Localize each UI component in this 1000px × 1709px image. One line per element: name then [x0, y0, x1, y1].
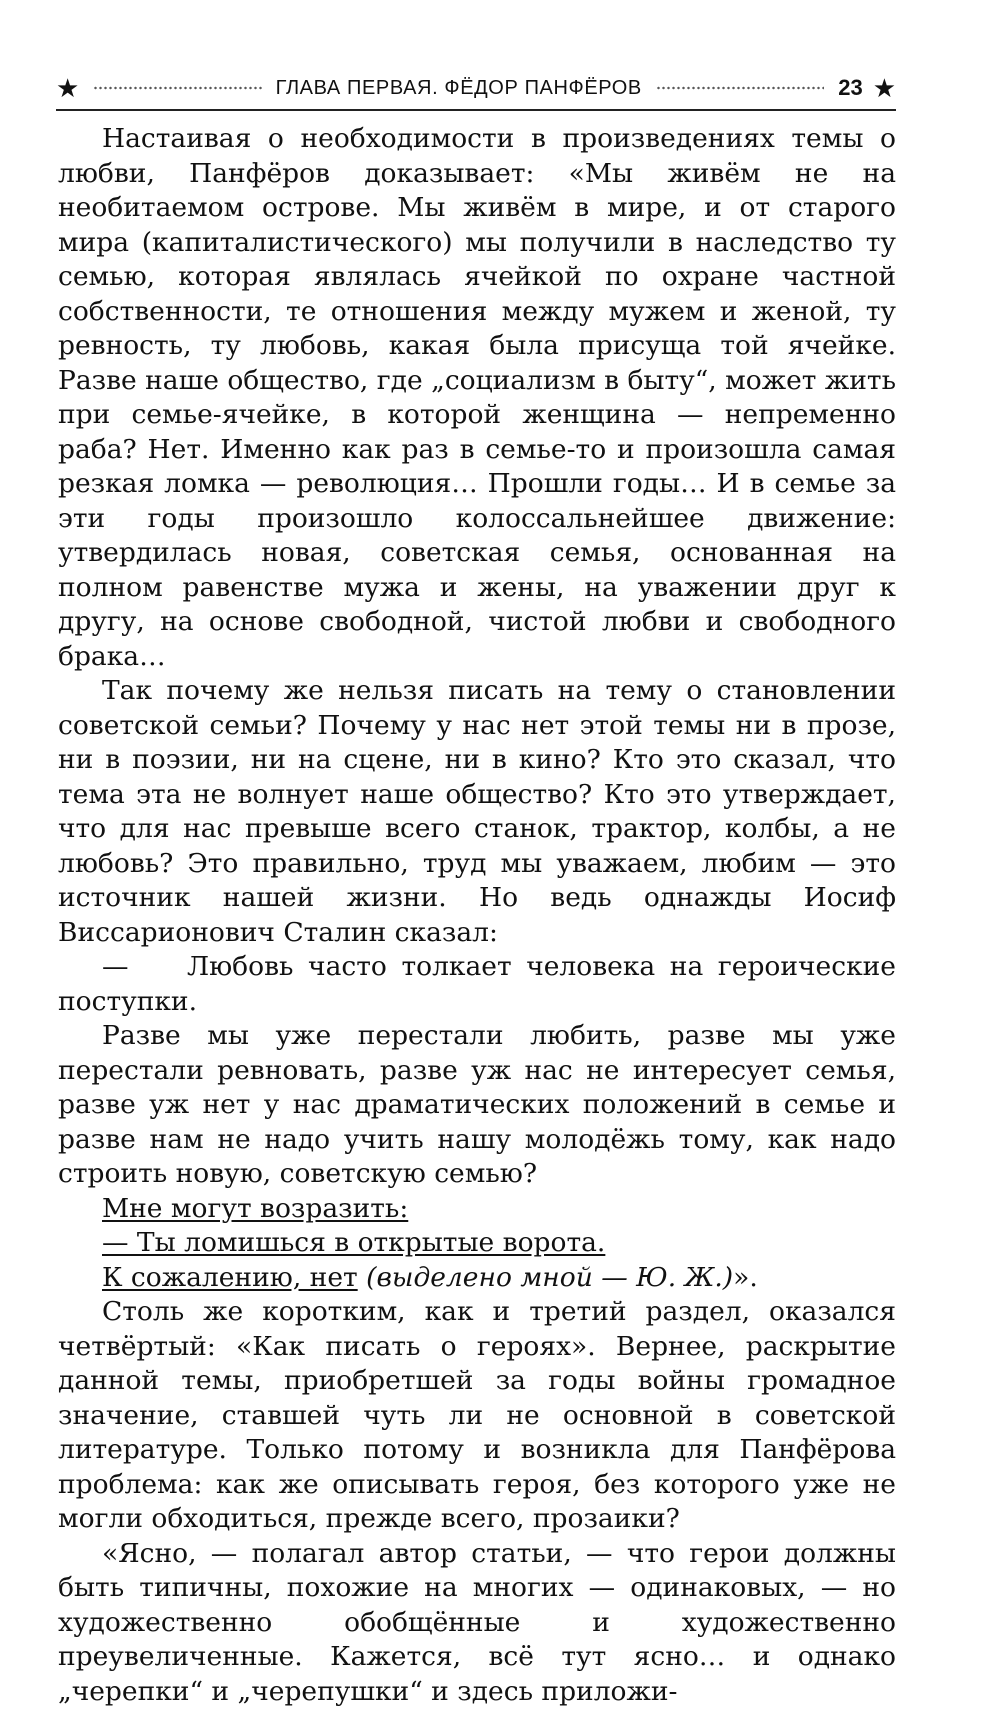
- quote-text: Любовь часто толкает человека на героические поступки.: [58, 951, 896, 1017]
- paragraph-5: [58, 1192, 896, 1227]
- header-ornament-left: [93, 86, 261, 90]
- quote-dash: —: [102, 951, 129, 982]
- paragraph-2: Так почему же нельзя писать на тему о становлении советской семьи? Почему у нас нет этой темы ни в прозе, ни в поэзии, ни на сцене, ни в кино? Кто это сказал, что тема эта не волнует наше общество? Кто это утверждает, что для нас превыше всего станок, трактор, колбы, а не любовь? Это правильно, труд мы уважаем, любим — это источник нашей жизни. Но ведь однажды Иосиф Виссарионович Сталин сказал:: [58, 674, 896, 950]
- underlined-reply: — Ты ломишься в открытые ворота.: [102, 1227, 605, 1258]
- star-icon-left: ★: [56, 75, 79, 101]
- paragraph-9: «Ясно, — полагал автор статьи, — что герои должны быть типичны, похожие на многих — одинаковых, — но художественно обобщённые и художественно преувеличенные. Кажется, всё тут ясно… и однако „черепки“ и „черепушки“ и здесь приложи-: [58, 1537, 896, 1709]
- underlined-answer: К сожалению, нет: [102, 1262, 358, 1293]
- paragraph-8: Столь же коротким, как и третий раздел, оказался четвёртый: «Как писать о героях». Вернее, раскрытие данной темы, приобретшей за годы войны громадное значение, ставшей чуть ли не основной в советской литературе. Только потому и возникла для Панфёрова проблема: как же описывать героя, без которого уже не могли обходиться, прежде всего, прозаики?: [58, 1295, 896, 1537]
- quote-stalin: [58, 950, 896, 1019]
- paragraph-7-end: ».: [733, 1262, 758, 1293]
- underlined-objection: Мне могут возразить:: [102, 1193, 408, 1224]
- paragraph-1: Настаивая о необходимости в произведениях темы о любви, Панфёров доказывает: «Мы живём не на необитаемом острове. Мы живём в мире, и от старого мира (капиталистического) мы получили в наследство ту семью, которая являлась ячейкой по охране частной собственности, те отношения между мужем и женой, ту ревность, ту любовь, какая была присуща той ячейке. Разве наше общество, где „социализм в быту“, может жить при семье-ячейке, в которой женщина — непременно раба? Нет. Именно как раз в семье-то и произошла самая резкая ломка — революция… Прошли годы… И в семье за эти годы произошло колоссальнейшее движение: утвердилась новая, советская семья, основанная на полном равенстве мужа и жены, на уважении друг к другу, на основе свободной, чистой любви и свободного брака…: [58, 122, 896, 674]
- header-ornament-right: [656, 86, 824, 90]
- author-emphasis-note: (выделено мной — Ю. Ж.): [366, 1262, 733, 1293]
- body-text: [58, 122, 896, 1709]
- running-header: [56, 70, 896, 106]
- page-number: 23: [838, 75, 862, 101]
- header-rule: [56, 109, 896, 111]
- paragraph-4: Разве мы уже перестали любить, разве мы уже перестали ревновать, разве уж нас не интересует семья, разве уж нет у нас драматических положений в семье и разве нам не надо учить нашу молодёжь тому, как надо строить новую, советскую семью?: [58, 1019, 896, 1192]
- star-icon-right: ★: [873, 75, 896, 101]
- paragraph-7: [58, 1261, 896, 1296]
- paragraph-6: [58, 1226, 896, 1261]
- running-title: ГЛАВА ПЕРВАЯ. ФЁДОР ПАНФЁРОВ: [276, 77, 642, 100]
